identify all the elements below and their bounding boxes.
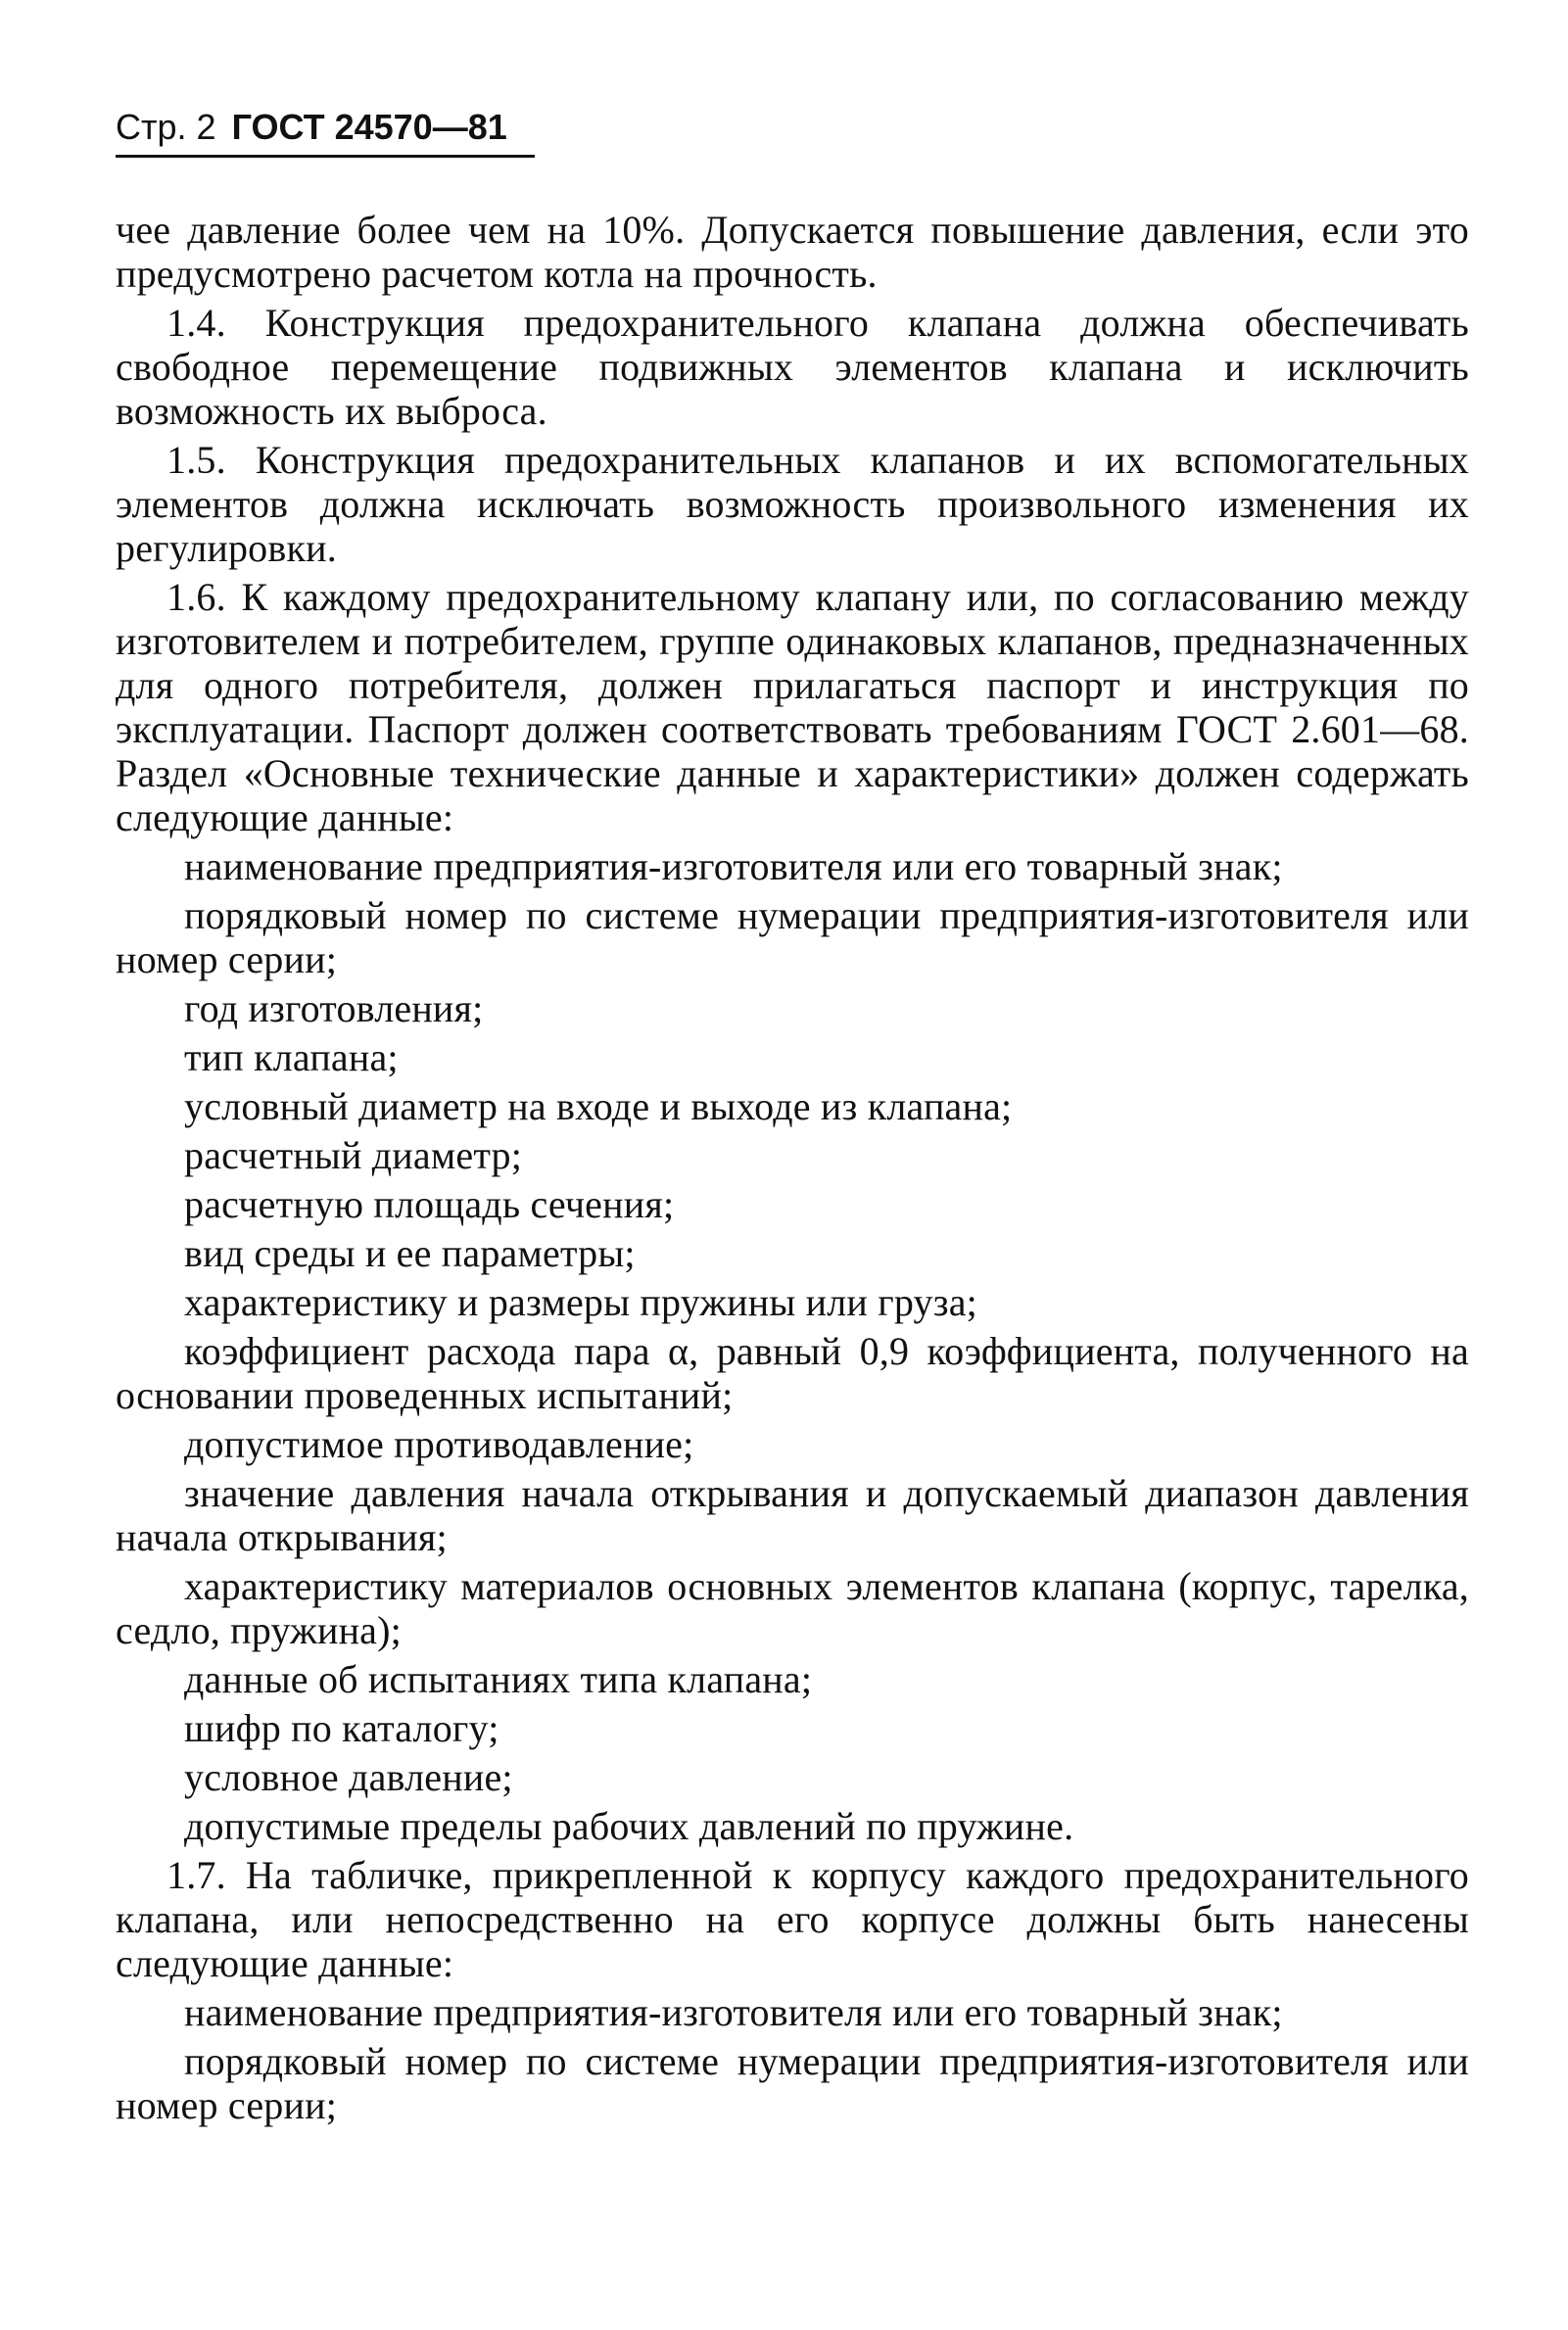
list-item: порядковый номер по системе нумерации предприятия-изготовителя или номер серии; — [116, 893, 1469, 981]
list-item: расчетный диаметр; — [184, 1133, 523, 1177]
standard-number: ГОСТ 24570—81 — [231, 107, 507, 147]
running-head — [116, 108, 507, 147]
clause-1-6: 1.6. К каждому предохранительному клапану или, по согласованию между изготовителем и потребителем, группе одинаковых клапанов, предназначенных для одного потребителя, должен прилагаться паспорт и инструкция по эксплуатации. Паспорт должен соответствовать требованиям ГОСТ 2.601—68. Раздел «Основные технические данные и характеристики» должен содержать следующие данные: — [116, 575, 1469, 839]
list-item: допустимые пределы рабочих давлений по пружине. — [184, 1804, 1074, 1848]
list-item: расчетную площадь сечения; — [184, 1182, 675, 1226]
list-item: условный диаметр на входе и выходе из клапана; — [184, 1084, 1013, 1128]
list-item: шифр по каталогу; — [184, 1706, 499, 1750]
header-rule — [116, 155, 535, 158]
clause-1-7: 1.7. На табличке, прикрепленной к корпусу каждого предохранительного клапана, или непосредственно на его корпусе должны быть нанесены следующие данные: — [116, 1853, 1469, 1985]
clause-1-4: 1.4. Конструкция предохранительного клапана должна обеспечивать свободное перемещение подвижных элементов клапана и исключить возможность их выброса. — [116, 301, 1469, 433]
clause-1-5: 1.5. Конструкция предохранительных клапанов и их вспомогательных элементов должна исключать возможность произвольного изменения их регулировки. — [116, 438, 1469, 570]
list-item: значение давления начала открывания и допускаемый диапазон давления начала открывания; — [116, 1471, 1469, 1559]
list-item: год изготовления; — [184, 986, 484, 1030]
list-item: допустимое противодавление; — [184, 1422, 694, 1466]
list-item: характеристику и размеры пружины или груза; — [184, 1280, 977, 1324]
list-item: порядковый номер по системе нумерации предприятия-изготовителя или номер серии; — [116, 2039, 1469, 2127]
list-item: вид среды и ее параметры; — [184, 1231, 636, 1275]
list-item: наименование предприятия-изготовителя или его товарный знак; — [184, 1990, 1283, 2034]
document-body — [116, 208, 1469, 2132]
list-item: коэффициент расхода пара α, равный 0,9 коэффициента, полученного на основании проведенных испытаний; — [116, 1329, 1469, 1417]
page-label: Стр. 2 — [116, 107, 216, 147]
list-item: тип клапана; — [184, 1035, 399, 1079]
list-item: условное давление; — [184, 1755, 513, 1799]
list-item: наименование предприятия-изготовителя или его товарный знак; — [184, 844, 1283, 888]
list-item: характеристику материалов основных элементов клапана (корпус, тарелка, седло, пружина); — [116, 1564, 1469, 1652]
paragraph-continuation: чее давление более чем на 10%. Допускается повышение давления, если это предусмотрено расчетом котла на прочность. — [116, 208, 1469, 296]
list-item: данные об испытаниях типа клапана; — [184, 1657, 813, 1701]
